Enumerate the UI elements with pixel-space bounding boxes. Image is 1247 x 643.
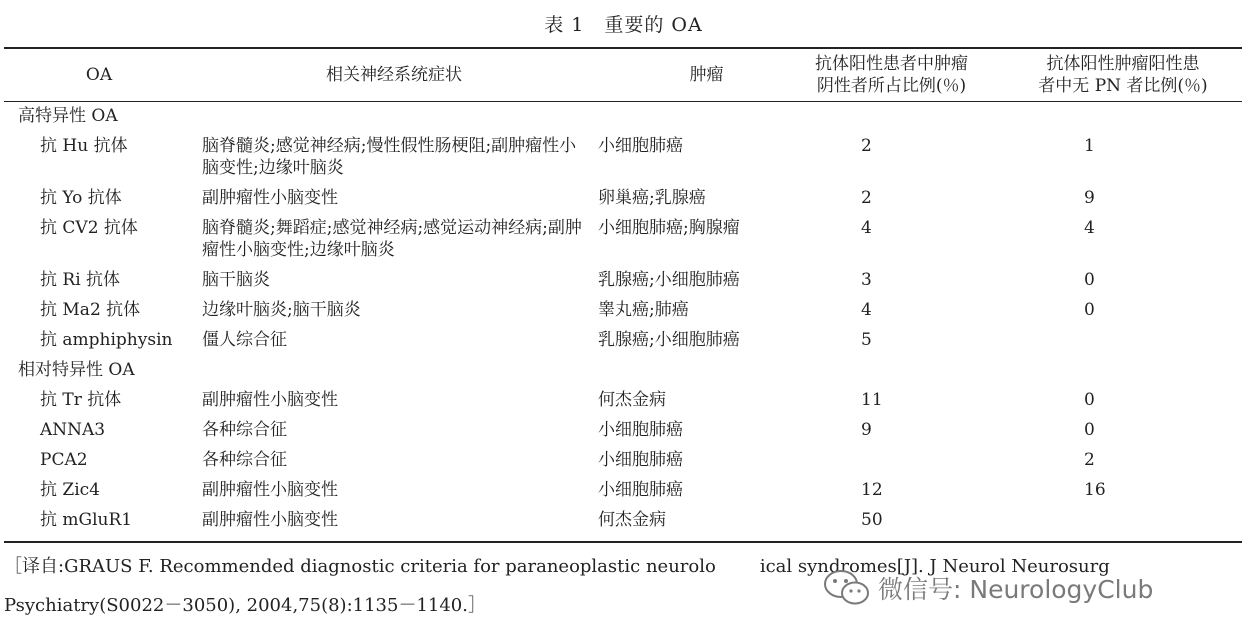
cell-oa: 抗 Ma2 抗体: [40, 300, 141, 320]
table-row: [4, 265, 1242, 295]
cell-pct-no-pn: 4: [1084, 218, 1095, 238]
table-row: [4, 131, 1242, 183]
header-symptoms: [194, 48, 594, 101]
cell-tumor: 小细胞肺癌: [598, 420, 683, 440]
wechat-icon: [822, 568, 872, 608]
table-row: [4, 445, 1242, 475]
cell-tumor: 睾丸癌;肺癌: [598, 300, 689, 320]
table-body: [4, 101, 1242, 535]
cell-symptoms: 脑脊髓炎;感觉神经病;慢性假性肠梗阻;副肿瘤性小脑变性;边缘叶脑炎: [202, 136, 577, 178]
group-row: [4, 101, 1242, 131]
cell-pct-negative: 4: [861, 218, 872, 238]
cell-pct-negative: 2: [861, 188, 872, 208]
wechat-watermark: [822, 568, 1153, 608]
cell-oa: ANNA3: [40, 420, 106, 440]
cell-oa: 抗 Yo 抗体: [40, 188, 122, 208]
oa-table: [4, 48, 1242, 535]
cell-oa: 抗 CV2 抗体: [40, 218, 138, 238]
cell-pct-no-pn: 0: [1084, 300, 1095, 320]
table-row: [4, 475, 1242, 505]
cell-tumor: 何杰金病: [598, 510, 666, 530]
cell-symptoms: 副肿瘤性小脑变性: [202, 510, 338, 530]
cell-symptoms: 边缘叶脑炎;脑干脑炎: [202, 300, 361, 320]
group-title: 高特异性 OA: [18, 106, 118, 126]
header-pct-no-pn-line1: 抗体阳性肿瘤阳性患: [1046, 54, 1200, 74]
cell-pct-negative: 4: [861, 300, 872, 320]
table-row: [4, 385, 1242, 415]
table-caption: 表 1 重要的 OA: [544, 14, 703, 36]
cell-tumor: 乳腺癌;小细胞肺癌: [598, 330, 740, 350]
cell-pct-no-pn: 1: [1084, 136, 1095, 156]
cell-pct-no-pn: 9: [1084, 188, 1095, 208]
cell-pct-no-pn: 2: [1084, 450, 1095, 470]
header-tumor: [594, 48, 779, 101]
cell-tumor: 何杰金病: [598, 390, 666, 410]
cell-tumor: 卵巢癌;乳腺癌: [598, 188, 706, 208]
table-row: [4, 183, 1242, 213]
footnote-line-1-head: ［译自:GRAUS F. Recommended diagnostic criteria for paraneoplastic neurolo: [4, 556, 716, 577]
cell-pct-negative: 12: [861, 480, 883, 500]
cell-oa: 抗 mGluR1: [40, 510, 133, 530]
cell-symptoms: 脑干脑炎: [202, 270, 270, 290]
header-pct-no-pn: [1004, 48, 1242, 101]
cell-pct-negative: 5: [861, 330, 872, 350]
footnote-line-1-tail: ical syndromes[J]. J Neurol Neurosurg: [759, 556, 1110, 577]
cell-pct-negative: 50: [861, 510, 883, 530]
cell-pct-negative: 9: [861, 420, 872, 440]
cell-pct-no-pn: [1004, 505, 1242, 535]
group-row: [4, 355, 1242, 385]
cell-symptoms: 僵人综合征: [202, 330, 287, 350]
group-title: 相对特异性 OA: [18, 360, 135, 380]
cell-tumor: 小细胞肺癌;胸腺瘤: [598, 218, 740, 238]
cell-symptoms: 副肿瘤性小脑变性: [202, 390, 338, 410]
cell-symptoms: 副肿瘤性小脑变性: [202, 188, 338, 208]
cell-tumor: 小细胞肺癌: [598, 450, 683, 470]
table-row: [4, 295, 1242, 325]
cell-pct-negative: 11: [861, 390, 883, 410]
cell-pct-negative: 2: [861, 136, 872, 156]
header-pct-negative-line1: 抗体阳性患者中肿瘤: [815, 54, 968, 74]
cell-symptoms: 副肿瘤性小脑变性: [202, 480, 338, 500]
cell-symptoms: 各种综合征: [202, 420, 287, 440]
cell-symptoms: 脑脊髓炎;舞蹈症;感觉神经病;感觉运动神经病;副肿瘤性小脑变性;边缘叶脑炎: [202, 218, 582, 260]
cell-pct-no-pn: [1004, 325, 1242, 355]
cell-oa: 抗 Tr 抗体: [40, 390, 122, 410]
cell-tumor: 小细胞肺癌: [598, 480, 683, 500]
cell-oa: 抗 Zic4: [40, 480, 100, 500]
header-symptoms-label: 相关神经系统症状: [326, 65, 462, 85]
table-row: [4, 213, 1242, 265]
header-oa-label: OA: [85, 65, 113, 85]
cell-pct-negative: [779, 445, 1004, 475]
table-header: [4, 48, 1242, 101]
footnote-line-2: Psychiatry(S0022－3050), 2004,75(8):1135－1140.］: [4, 595, 486, 616]
bottom-rule: [4, 541, 1242, 543]
cell-oa: 抗 amphiphysin: [40, 330, 173, 350]
cell-oa: 抗 Hu 抗体: [40, 136, 128, 156]
header-pct-negative-line2: 阴性者所占比例(％): [816, 76, 967, 96]
cell-symptoms: 各种综合征: [202, 450, 287, 470]
cell-tumor: 小细胞肺癌: [598, 136, 683, 156]
table-row: [4, 505, 1242, 535]
cell-oa: 抗 Ri 抗体: [40, 270, 121, 290]
cell-pct-no-pn: 0: [1084, 420, 1095, 440]
header-pct-no-pn-line2: 者中无 PN 者比例(％): [1038, 76, 1208, 96]
table-row: [4, 325, 1242, 355]
cell-pct-negative: 3: [861, 270, 872, 290]
header-tumor-label: 肿瘤: [689, 65, 724, 85]
cell-tumor: 乳腺癌;小细胞肺癌: [598, 270, 740, 290]
table-row: [4, 415, 1242, 445]
cell-pct-no-pn: 0: [1084, 390, 1095, 410]
watermark-text: 微信号: NeurologyClub: [878, 575, 1154, 604]
header-oa: [4, 48, 194, 101]
header-pct-negative: [779, 48, 1004, 101]
cell-pct-no-pn: 0: [1084, 270, 1095, 290]
cell-oa: PCA2: [40, 450, 88, 470]
cell-pct-no-pn: 16: [1084, 480, 1106, 500]
